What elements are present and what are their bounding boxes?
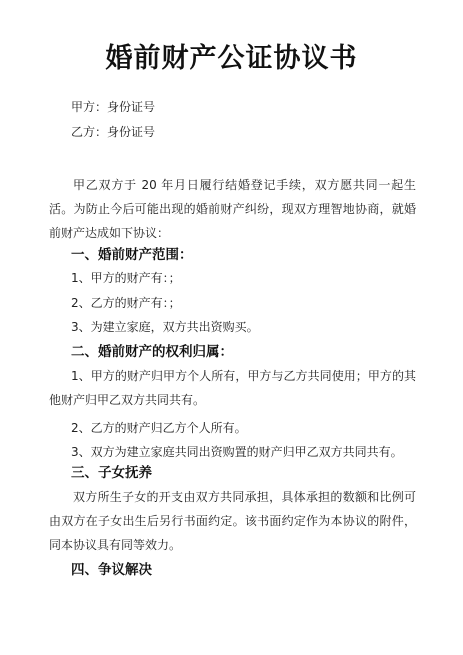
section-heading-property-scope: 一、婚前财产范围： [71,247,193,263]
list-item: 1、甲方的财产有：； [71,271,181,285]
list-item: 3、为建立家庭，双方共出资购买。 [71,320,259,334]
section-heading-ownership: 二、婚前财产的权利归属： [71,344,233,360]
list-item: 2、乙方的财产有：； [71,296,181,310]
child-support-paragraph: 双方所生子女的开支由双方共同承担，具体承担的数额和比例可由双方在子女出生后另行书面约定。该书面约定作为本协议的附件，同本协议具有同等效力。 [49,490,416,552]
list-item: 2、乙方的财产归乙方个人所有。 [71,421,247,435]
party-a-line: 甲方：身份证号 [71,100,156,114]
party-b-line: 乙方：身份证号 [71,125,156,139]
list-item: 3、双方为建立家庭共同出资购置的财产归甲乙双方共同共有。 [71,445,403,459]
intro-paragraph: 甲乙双方于 20 年月日履行结婚登记手续，双方愿共同一起生活。为防止今后可能出现的婚前财产纠纷，现双方理智地协商，就婚前财产达成如下协议： [49,178,416,240]
section-heading-dispute-resolution: 四、争议解决 [71,562,152,578]
document-title: 婚前财产公证协议书 [105,43,358,74]
list-item: 1、甲方的财产归甲方个人所有，甲方与乙方共同使用；甲方的其他财产归甲乙双方共同共有。 [49,369,416,407]
section-heading-child-support: 三、子女抚养 [71,465,152,481]
